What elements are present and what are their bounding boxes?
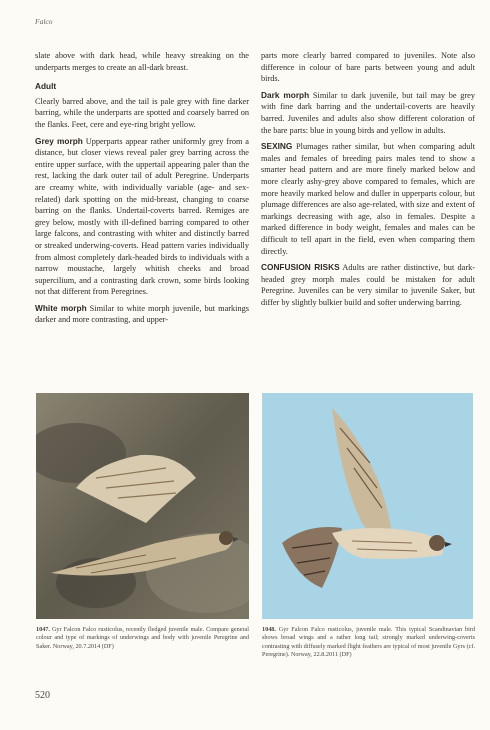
page-number: 520 (35, 690, 50, 701)
white-morph-text: Similar to white morph juvenile, but markings darker and more contrasting, and upper- (35, 303, 249, 325)
falcon-photo-illustration (36, 393, 249, 619)
grey-morph-text: Upperparts appear rather uniformly grey from a distance, but closer views reveal paler grey barring across the entire upper surface, with the uppertail appearing paler than the rest, lacking the dark outer tail of adult Peregrine. Underparts are creamy white, with individually variable (age- and sex-related) dark spotting on the mid-breast, changing to coarse barring on the flanks. Undertail-coverts barred. Remiges are grey below, mostly with ill-defined barring compared to other large falcons, and contrasting with whiter and distinctly barred or streaked underwing-coverts. Head pattern varies individually from almost completely dark-headed birds to individuals with a narrow moustache, largely whitish cheeks and broad supercilium, and a contrasting dark crown, some birds looking not that different from Peregrines. (35, 136, 249, 297)
confusion-text: Adults are rather distinctive, but dark-headed grey morph males could be mistaken for adult Peregrine. Juveniles can be very similar to juvenile Saker, but differ by slightly bulkier build and softer underwing barring. (261, 263, 475, 307)
paragraph-continuation: slate above with dark head, while heavy streaking on the underparts merges to create an all-dark breast. (35, 51, 249, 72)
dark-morph-lead: Dark morph (261, 89, 310, 100)
caption-number: 1048. (262, 626, 276, 633)
left-text-column (35, 50, 249, 331)
caption-text: Gyr Falcon Falco rusticolus, recently fledged juvenile male. Compare general colour and type of markings of underwings and body with juvenile Peregrine and Saker. Norway, 20.7.2014 (DF) (36, 626, 250, 650)
sexing-lead: SEXING (261, 141, 293, 152)
paragraph-dark-morph (261, 90, 475, 136)
dark-morph-text: Similar to dark juvenile, but tail may be grey with fine dark barring and the undertail-coverts are heavily barred. Juveniles and adults also show different coloration of the bare parts: blue in young birds and yellow in adults. (261, 90, 475, 135)
caption-number: 1047. (36, 626, 50, 633)
right-text-column (261, 50, 475, 313)
falcon-photo-illustration-sky (262, 393, 473, 619)
grey-morph-lead: Grey morph (35, 135, 83, 146)
caption-1047 (36, 626, 249, 651)
paragraph-continuation-right: parts more clearly barred compared to juveniles. Note also difference in colour of bare parts between young and adult birds. (261, 51, 475, 84)
caption-text: Gyr Falcon Falco rusticolus, juvenile male. This typical Scandinavian bird shows broad wings and a rather long tail; strongly marked underwing-coverts contrasting with diffusely marked flight feathers are typical of most juvenile Gyrs (cf. Peregrine). Norway, 22.8.2011 (DF) (262, 626, 475, 659)
sexing-text: Plumages rather similar, but when comparing adult males and females of breeding pairs males tend to show a smarter head pattern and are more finely marked below and more clearly ashy-grey above compared to females, which are more heavily marked below and duller in upperparts colour, but plumage differences are also age-related, with size and extent of markings decreasing with age, also in females. Despite a marked difference in body weight, females and males can be difficult to tell apart in the field, even when comparing them directly. (261, 142, 476, 256)
adult-heading: Adult (35, 81, 57, 92)
paragraph-sexing (261, 141, 475, 257)
paragraph-confusion-risks (261, 262, 475, 308)
photo-juvenile-gyr-falcon-rock (36, 393, 249, 619)
caption-1048 (262, 626, 475, 660)
paragraph-white-morph (35, 303, 249, 326)
photo-juvenile-gyr-falcon-sky (262, 393, 473, 619)
paragraph-grey-morph (35, 136, 249, 298)
confusion-lead: CONFUSION RISKS (261, 262, 340, 273)
paragraph-adult: Clearly barred above, and the tail is pale grey with fine darker barring, while the underparts are spotted and coarsely barred on the flanks. Feet, cere and eye-ring bright yellow. (35, 96, 249, 129)
running-head: Falco (35, 17, 53, 26)
white-morph-lead: White morph (35, 302, 87, 313)
